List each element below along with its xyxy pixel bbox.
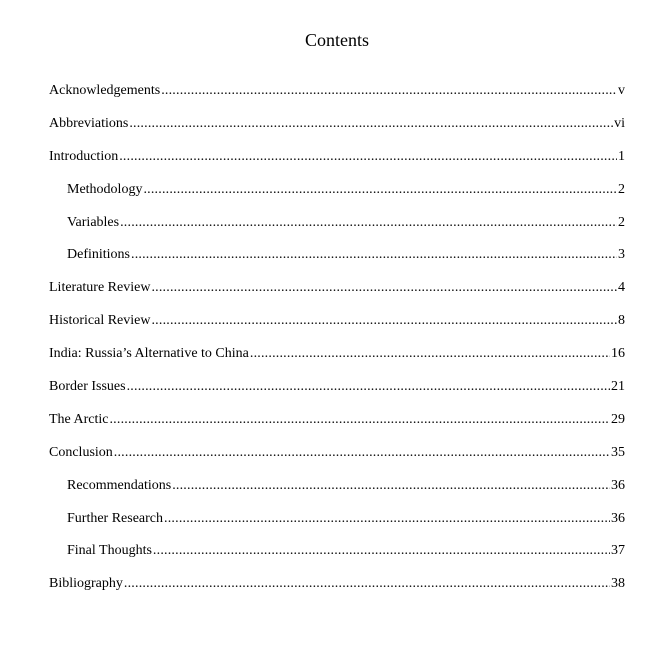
toc-entry-methodology[interactable] [49, 181, 625, 214]
toc-entry-page-number: vi [614, 115, 625, 131]
toc-entry-further-research[interactable] [49, 510, 625, 543]
table-of-contents [49, 82, 625, 608]
toc-entry-page-number: 37 [611, 543, 625, 559]
toc-entry-conclusion[interactable] [49, 444, 625, 477]
toc-entry-variables[interactable] [49, 214, 625, 247]
toc-entry-india-russia-alternative[interactable] [49, 345, 625, 378]
toc-entry-label: Abbreviations [49, 115, 129, 131]
toc-entry-the-arctic[interactable] [49, 411, 625, 444]
toc-entry-literature-review[interactable] [49, 279, 625, 312]
dot-leader [164, 510, 610, 528]
toc-entry-page-number: 3 [618, 247, 625, 263]
toc-entry-page-number: v [618, 83, 625, 98]
toc-entry-label: Introduction [49, 148, 119, 164]
toc-entry-page-number: 1 [618, 148, 625, 164]
dot-leader [131, 246, 617, 264]
toc-entry-page-number: 36 [611, 510, 625, 526]
dot-leader [172, 477, 610, 495]
dot-leader [120, 214, 617, 232]
toc-entry-label: The Arctic [49, 411, 109, 427]
toc-entry-label: Final Thoughts [67, 543, 152, 559]
dot-leader [151, 279, 617, 297]
dot-leader [129, 115, 613, 133]
toc-entry-page-number: 8 [618, 313, 625, 329]
dot-leader [124, 575, 610, 593]
toc-entry-definitions[interactable] [49, 246, 625, 279]
toc-entry-page-number: 29 [611, 411, 625, 427]
toc-entry-page-number: 35 [611, 444, 625, 460]
toc-entry-page-number: 4 [618, 280, 625, 296]
toc-entry-label: Historical Review [49, 313, 151, 329]
toc-entry-border-issues[interactable] [49, 378, 625, 411]
toc-entry-final-thoughts[interactable] [49, 542, 625, 575]
toc-entry-label: Conclusion [49, 444, 113, 460]
toc-entry-label: Bibliography [49, 576, 123, 592]
toc-entry-label: Variables [67, 214, 120, 230]
dot-leader [250, 345, 610, 363]
toc-entry-page-number: 2 [618, 214, 625, 230]
toc-entry-label: Literature Review [49, 280, 151, 296]
toc-entry-label: Methodology [67, 181, 143, 197]
toc-entry-recommendations[interactable] [49, 477, 625, 510]
toc-entry-page-number: 2 [618, 181, 625, 197]
dot-leader [119, 148, 617, 166]
dot-leader [161, 82, 617, 100]
dot-leader [114, 444, 610, 462]
toc-entry-label: Recommendations [67, 477, 172, 493]
toc-entry-label: India: Russia’s Alternative to China [49, 346, 249, 362]
dot-leader [127, 378, 610, 396]
dot-leader [153, 542, 610, 560]
toc-entry-introduction[interactable] [49, 148, 625, 181]
toc-entry-bibliography[interactable] [49, 575, 625, 608]
toc-entry-page-number: 36 [611, 477, 625, 493]
toc-entry-label: Further Research [67, 510, 164, 526]
toc-entry-historical-review[interactable] [49, 312, 625, 345]
dot-leader [143, 181, 617, 199]
toc-entry-label: Definitions [67, 247, 130, 263]
toc-entry-page-number: 21 [611, 379, 625, 395]
toc-entry-acknowledgements[interactable] [49, 82, 625, 115]
toc-entry-label: Border Issues [49, 379, 126, 395]
toc-entry-label: Acknowledgements [49, 83, 161, 98]
toc-entry-page-number: 38 [611, 576, 625, 592]
dot-leader [109, 411, 610, 429]
page-title: Contents [304, 30, 369, 50]
dot-leader [151, 312, 617, 330]
toc-entry-page-number: 16 [611, 346, 625, 362]
toc-entry-abbreviations[interactable] [49, 115, 625, 148]
